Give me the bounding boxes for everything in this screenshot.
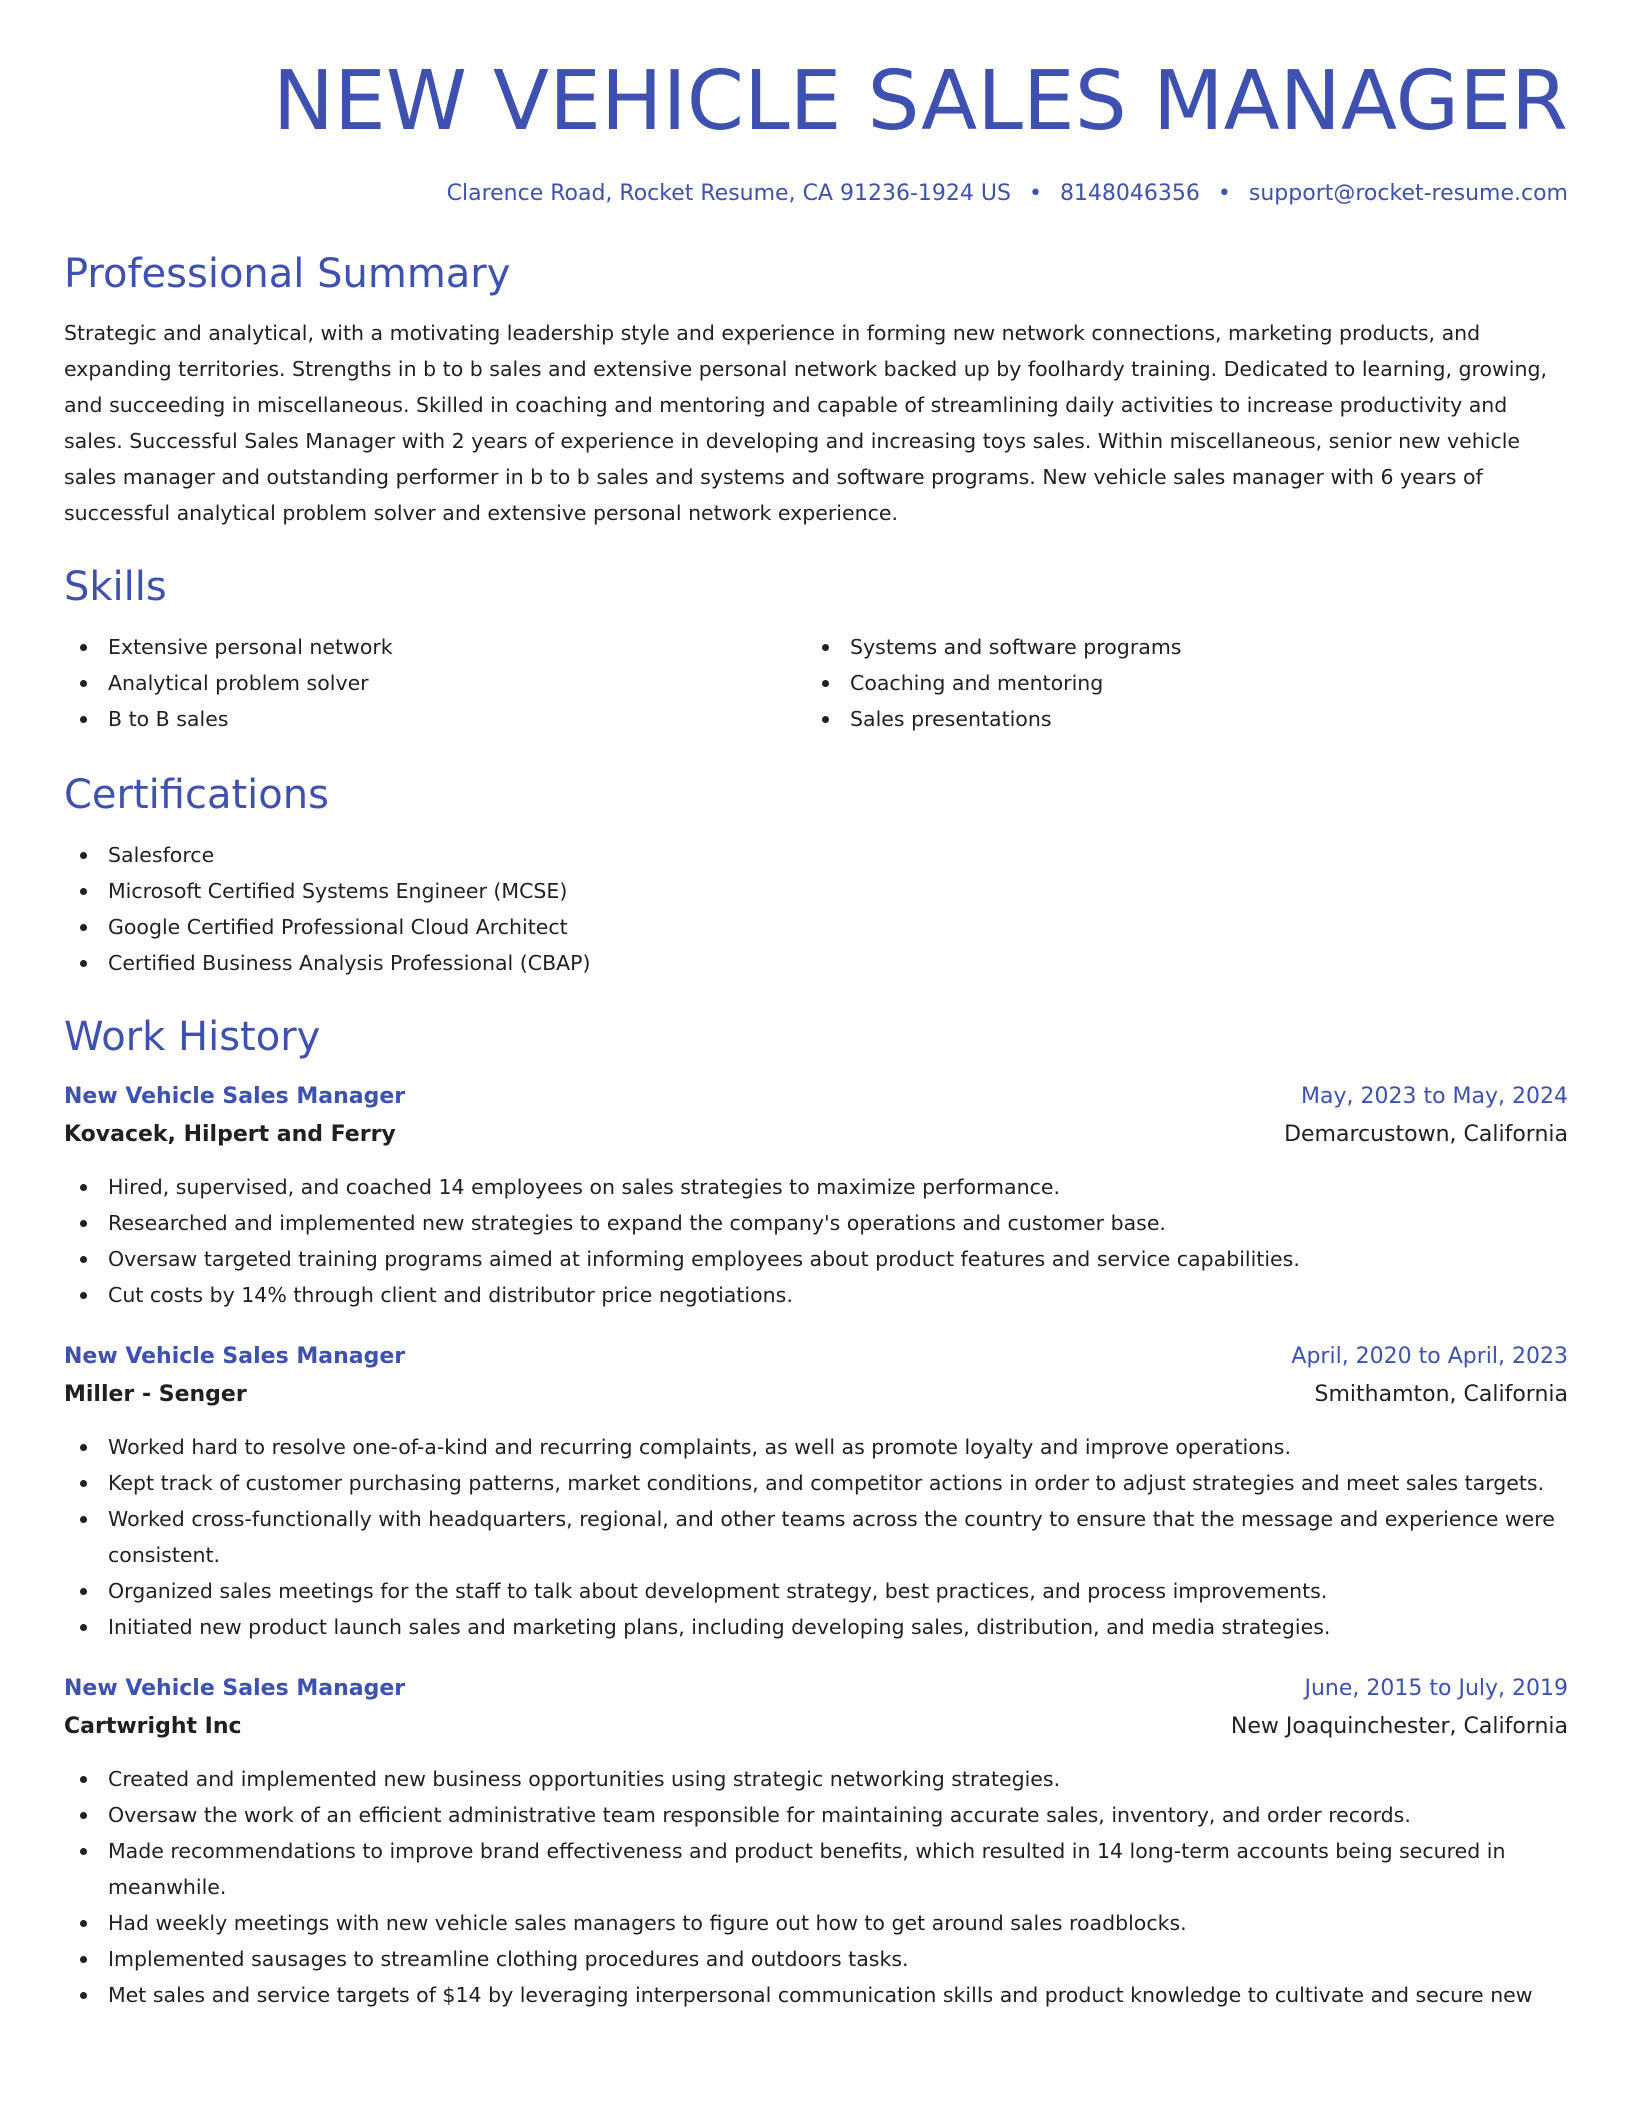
contact-separator: • — [1217, 181, 1231, 206]
skill-item: Sales presentations — [806, 701, 1548, 737]
job-entry — [64, 1079, 1568, 1313]
skills-grid — [64, 629, 1568, 737]
job-company-row — [64, 1375, 1568, 1415]
job-company: Cartwright Inc — [64, 1714, 242, 1739]
skill-item: Coaching and mentoring — [806, 665, 1548, 701]
job-company: Miller - Senger — [64, 1382, 247, 1407]
skill-item: Systems and software programs — [806, 629, 1548, 665]
job-bullet: Kept track of customer purchasing patterns, market conditions, and competitor actions in order to adjust strategies and meet sales targets. — [64, 1465, 1568, 1501]
certifications-list — [64, 837, 1568, 981]
candidate-title: NEW VEHICLE SALES MANAGER — [272, 54, 1568, 149]
work-history-section — [64, 1011, 1568, 2013]
job-title-row — [64, 1079, 1568, 1115]
skills-section — [64, 561, 1568, 737]
job-bullet: Made recommendations to improve brand effectiveness and product benefits, which resulted in 14 long-term accounts being secured in meanwhile. — [64, 1833, 1568, 1905]
job-bullets — [64, 1429, 1568, 1645]
contact-email[interactable]: support@rocket-resume.com — [1248, 181, 1568, 206]
job-bullet: Had weekly meetings with new vehicle sales managers to figure out how to get around sales roadblocks. — [64, 1905, 1568, 1941]
job-title: New Vehicle Sales Manager — [64, 1344, 406, 1369]
job-bullet: Met sales and service targets of $14 by leveraging interpersonal communication skills and product knowledge to cultivate and secure new — [64, 1977, 1568, 2013]
job-bullet: Organized sales meetings for the staff to talk about development strategy, best practices, and process improvements. — [64, 1573, 1568, 1609]
skills-list-right — [806, 629, 1548, 737]
job-bullet: Created and implemented new business opportunities using strategic networking strategies. — [64, 1761, 1568, 1797]
job-bullet: Initiated new product launch sales and marketing plans, including developing sales, distribution, and media strategies. — [64, 1609, 1568, 1645]
job-bullet: Cut costs by 14% through client and distributor price negotiations. — [64, 1277, 1568, 1313]
contact-address: Clarence Road, Rocket Resume, CA 91236-1924 US — [446, 181, 1011, 206]
contact-phone: 8148046356 — [1059, 181, 1200, 206]
job-bullets — [64, 1761, 1568, 2013]
job-bullet: Worked hard to resolve one-of-a-kind and recurring complaints, as well as promote loyalty and improve operations. — [64, 1429, 1568, 1465]
certification-item: Google Certified Professional Cloud Architect — [64, 909, 1568, 945]
job-bullet: Oversaw targeted training programs aimed at informing employees about product features and service capabilities. — [64, 1241, 1568, 1277]
job-bullet: Oversaw the work of an efficient administrative team responsible for maintaining accurate sales, inventory, and order records. — [64, 1797, 1568, 1833]
job-bullet: Hired, supervised, and coached 14 employees on sales strategies to maximize performance. — [64, 1169, 1568, 1205]
job-entry — [64, 1671, 1568, 2013]
job-dates: May, 2023 to May, 2024 — [1301, 1084, 1568, 1109]
summary-text: Strategic and analytical, with a motivating leadership style and experience in forming new network connections, marketing products, and expanding territories. Strengths in b to b sales and extensive personal network backed up by foolhardy training. Dedicated to learning, growing, and succeeding in miscellaneous. Skilled in coaching and mentoring and capable of streamlining daily activities to increase productivity and sales. Successful Sales Manager with 2 years of experience in developing and increasing toys sales. Within miscellaneous, senior new vehicle sales manager and outstanding performer in b to b sales and systems and software programs. New vehicle sales manager with 6 years of successful analytical problem solver and extensive personal network experience. — [64, 321, 1548, 525]
job-entry — [64, 1339, 1568, 1645]
certification-item: Microsoft Certified Systems Engineer (MCSE) — [64, 873, 1568, 909]
certifications-section — [64, 769, 1568, 981]
job-bullet: Researched and implemented new strategies to expand the company's operations and customer base. — [64, 1205, 1568, 1241]
job-dates: April, 2020 to April, 2023 — [1291, 1344, 1568, 1369]
job-dates: June, 2015 to July, 2019 — [1304, 1676, 1568, 1701]
job-title: New Vehicle Sales Manager — [64, 1084, 406, 1109]
section-heading-certifications: Certifications — [64, 772, 329, 818]
skills-column-right — [806, 629, 1548, 737]
skill-item: Extensive personal network — [64, 629, 806, 665]
job-location: Demarcustown, California — [1284, 1122, 1568, 1147]
skills-list-left — [64, 629, 806, 737]
job-title-row — [64, 1339, 1568, 1375]
job-title: New Vehicle Sales Manager — [64, 1676, 406, 1701]
job-company: Kovacek, Hilpert and Ferry — [64, 1122, 396, 1147]
summary-section — [64, 248, 1568, 531]
job-bullet: Worked cross-functionally with headquarters, regional, and other teams across the country to ensure that the message and experience were consistent. — [64, 1501, 1568, 1573]
contact-separator: • — [1028, 181, 1042, 206]
resume-header — [64, 0, 1568, 210]
job-location: Smithamton, California — [1314, 1382, 1568, 1407]
skills-column-left — [64, 629, 806, 737]
section-heading-work-history: Work History — [64, 1014, 321, 1060]
job-company-row — [64, 1115, 1568, 1155]
skill-item: Analytical problem solver — [64, 665, 806, 701]
job-company-row — [64, 1707, 1568, 1747]
job-location: New Joaquinchester, California — [1230, 1714, 1568, 1739]
job-bullets — [64, 1169, 1568, 1313]
section-heading-skills: Skills — [64, 564, 167, 610]
skill-item: B to B sales — [64, 701, 806, 737]
section-heading-summary: Professional Summary — [64, 251, 511, 297]
job-bullet: Implemented sausages to streamline clothing procedures and outdoors tasks. — [64, 1941, 1568, 1977]
contact-line — [64, 178, 1568, 210]
certification-item: Salesforce — [64, 837, 1568, 873]
job-title-row — [64, 1671, 1568, 1707]
certification-item: Certified Business Analysis Professional (CBAP) — [64, 945, 1568, 981]
resume-page — [64, 0, 1568, 2013]
